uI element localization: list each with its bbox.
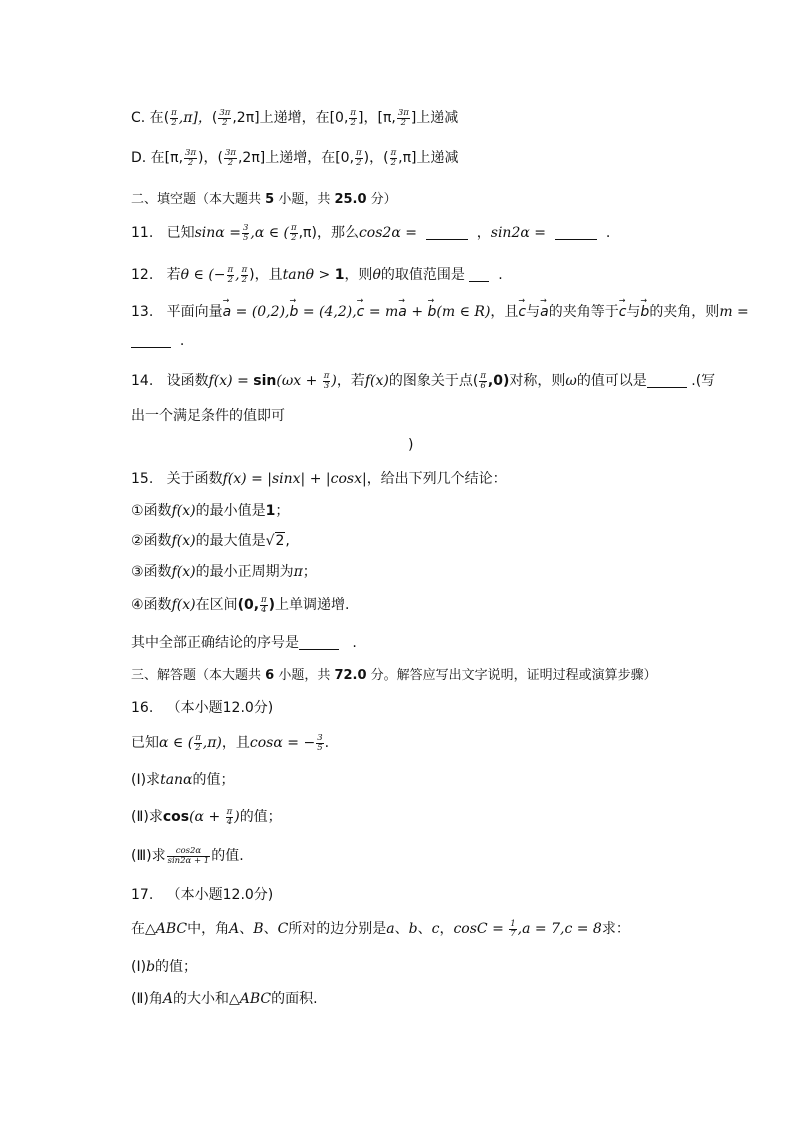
option-d: D. 在[π, $\frac{3\pi}{2}$ )，( $\frac{3\pi}{2}$ ,2π]上递增，在[0, $\frac{\pi}{2}$ )，( $\frac{\pi}{2}$ ,π]上递减 bbox=[131, 147, 459, 168]
question-16: 16. （本小题12.0分) bbox=[131, 700, 274, 716]
question-14-line3: ) bbox=[408, 437, 414, 453]
question-11: 11. 已知sinα = $\frac{3}{5}$ ,α ∈ ( $\frac{\pi}{2}$ ,π)，那么cos2α = ，sin2α = . bbox=[131, 222, 611, 243]
q16-given: 已知α ∈ ( $\frac{\pi}{2}$ ,π)，且cosα = − $\frac{3}{5}$ . bbox=[131, 732, 330, 753]
question-15: 15. 关于函数f(x) = |sinx| + |cosx|，给出下列几个结论： bbox=[131, 471, 507, 487]
q15-conclusion-1: ①函数f(x)的最小值是1； bbox=[131, 503, 290, 519]
question-13-blank-line: . bbox=[131, 333, 184, 349]
section-heading-solutions: 三、解答题（本大题共 6 小题，共 72.0 分。解答应写出文字说明，证明过程或演算步骤） bbox=[131, 668, 657, 683]
question-13: 13. 平面向量→ a = (0,2),→ b = (4,2),→ c = m→ a + → b(m ∈ R)，且→ c与→ a的夹角等于→ c与→ b的夹角，则m = bbox=[131, 301, 749, 321]
answer-blank[interactable] bbox=[426, 227, 468, 240]
q17-part-1: (Ⅰ)b的值； bbox=[131, 959, 198, 975]
question-12: 12. 若θ ∈ (− $\frac{\pi}{2}$ , $\frac{\pi}{2}$ )，且tanθ > 1，则θ的取值范围是 . bbox=[131, 264, 503, 285]
option-c: C. 在( $\frac{\pi}{2}$ ,π]，( $\frac{3\pi}{2}$ ,2π]上递增，在[0, $\frac{\pi}{2}$ ]，[π, $\frac{3\pi}{2}$ ]上递减 bbox=[131, 107, 459, 128]
answer-blank[interactable] bbox=[555, 227, 597, 240]
answer-blank[interactable] bbox=[131, 335, 171, 348]
q16-part-2: (Ⅱ)求cos(α + $\frac{\pi}{4}$ )的值； bbox=[131, 806, 282, 827]
question-14: 14. 设函数f(x) = sin(ωx + $\frac{\pi}{3}$ )，若f(x)的图象关于点( $\frac{\pi}{6}$ ,0)对称，则ω的值可以是 .(写 bbox=[131, 370, 716, 391]
answer-blank[interactable] bbox=[469, 269, 489, 282]
q15-conclusion-3: ③函数f(x)的最小正周期为π； bbox=[131, 564, 317, 580]
q16-part-1: (Ⅰ)求tanα的值； bbox=[131, 772, 235, 788]
q17-given: 在△ABC中，角A、B、C所对的边分别是a、b、c，cosC = $\frac{1}{7}$ ,a = 7,c = 8求： bbox=[131, 918, 630, 939]
q15-conclusion-4: ④函数f(x)在区间(0, $\frac{\pi}{4}$ )上单调递增. bbox=[131, 594, 350, 615]
q17-part-2: (Ⅱ)角A的大小和△ABC的面积. bbox=[131, 991, 318, 1007]
question-17: 17. （本小题12.0分) bbox=[131, 887, 274, 903]
q15-conclusion-2: ②函数f(x)的最大值是√2, bbox=[131, 533, 290, 549]
question-14-line2: 出一个满足条件的值即可 bbox=[131, 408, 285, 424]
answer-blank[interactable] bbox=[299, 637, 339, 650]
section-heading-fill-blank: 二、填空题（本大题共 5 小题，共 25.0 分） bbox=[131, 192, 397, 207]
q16-part-3: (Ⅲ)求 $\frac{\cos 2\alpha}{\sin 2\alpha + 1}$ 的值. bbox=[131, 845, 244, 866]
q15-answer: 其中全部正确结论的序号是 . bbox=[131, 635, 357, 651]
answer-blank[interactable] bbox=[647, 375, 687, 388]
